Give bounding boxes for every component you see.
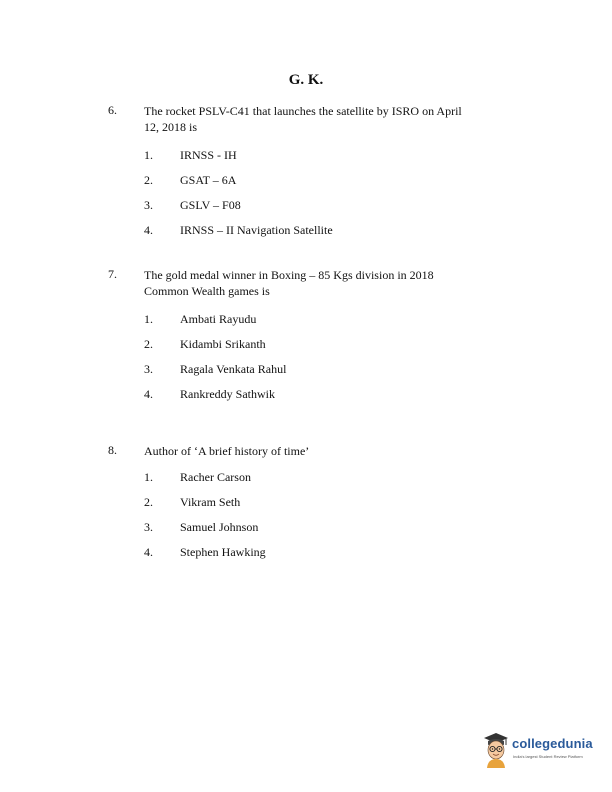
logo-wordmark: collegedunia: [512, 736, 593, 751]
question-7-option-4-text: Rankreddy Sathwik: [180, 387, 275, 401]
question-8-option-1-number: 1.: [144, 470, 153, 484]
question-7-option-3-text: Ragala Venkata Rahul: [180, 362, 287, 376]
question-8-number: 8.: [108, 443, 117, 457]
question-8-option-4-number: 4.: [144, 545, 153, 559]
question-6-text: The rocket PSLV-C41 that launches the satellite by ISRO on April 12, 2018 is: [144, 104, 462, 134]
question-7-option-1-number: 1.: [144, 312, 153, 326]
collegedunia-logo: [482, 728, 602, 772]
question-7-option-4-number: 4.: [144, 387, 153, 401]
question-6-option-4-text: IRNSS – II Navigation Satellite: [180, 223, 333, 237]
question-7-text: The gold medal winner in Boxing – 85 Kgs division in 2018 Common Wealth games is: [144, 268, 434, 298]
question-7-option-1-text: Ambati Rayudu: [180, 312, 257, 326]
question-6-option-4-number: 4.: [144, 223, 153, 237]
question-8-option-2-text: Vikram Seth: [180, 495, 241, 509]
page-title: G. K.: [288, 72, 324, 88]
mascot-icon: [482, 730, 510, 770]
logo-tagline: India's largest Student Review Platform: [513, 754, 583, 759]
question-7-number: 7.: [108, 267, 117, 281]
question-7-option-3-number: 3.: [144, 362, 153, 376]
question-8-text: Author of ‘A brief history of time’: [144, 444, 310, 458]
question-8-option-4-text: Stephen Hawking: [180, 545, 266, 559]
question-7-option-2-number: 2.: [144, 337, 153, 351]
question-6-option-2-number: 2.: [144, 173, 153, 187]
question-6-option-1-number: 1.: [144, 148, 153, 162]
question-7-option-2-text: Kidambi Srikanth: [180, 337, 266, 351]
question-8-option-1-text: Racher Carson: [180, 470, 251, 484]
question-6-number: 6.: [108, 103, 117, 117]
question-6-option-1-text: IRNSS - IH: [180, 148, 237, 162]
question-6-option-3-text: GSLV – F08: [180, 198, 241, 212]
question-8-option-3-number: 3.: [144, 520, 153, 534]
question-6-option-2-text: GSAT – 6A: [180, 173, 237, 187]
question-8-option-2-number: 2.: [144, 495, 153, 509]
question-8-option-3-text: Samuel Johnson: [180, 520, 259, 534]
question-6-option-3-number: 3.: [144, 198, 153, 212]
